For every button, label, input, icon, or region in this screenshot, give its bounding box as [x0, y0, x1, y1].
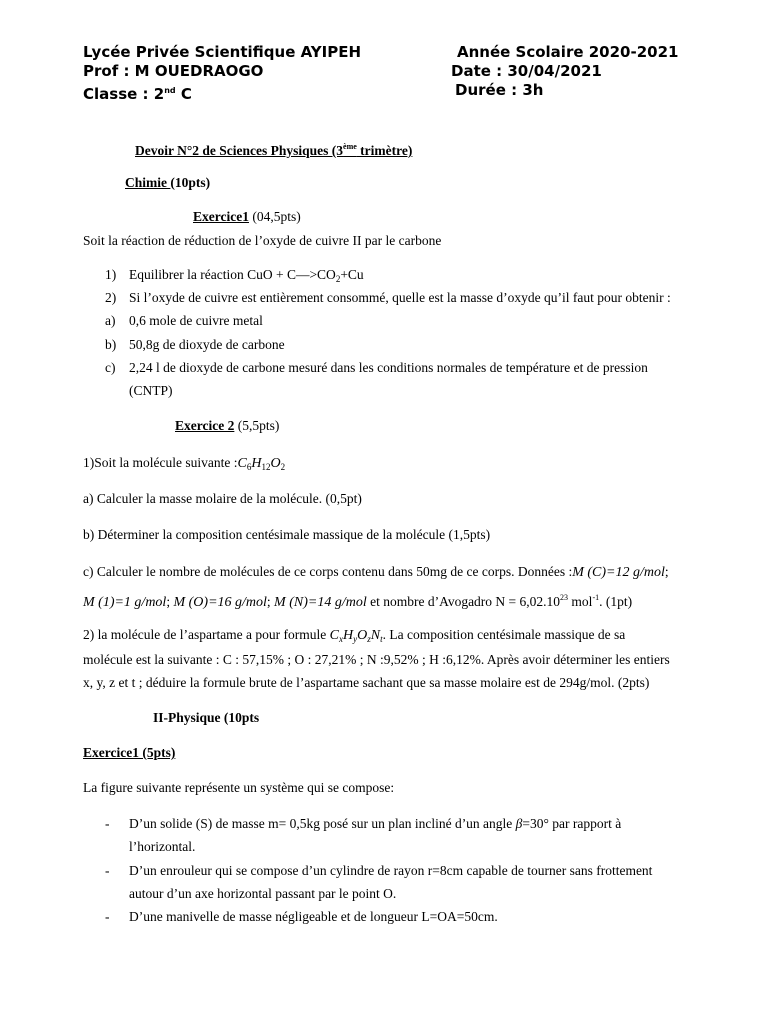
molar-mass-h: M (1)=1 g/mol [83, 595, 167, 610]
ex1-item-b-num: b) [105, 337, 117, 352]
sep-1: ; [664, 564, 669, 579]
ex1-item-c-text: 2,24 l de dioxyde de carbone mesuré dans les conditions normales de température et de pression [129, 360, 648, 375]
asp-x: x [339, 634, 343, 644]
ex2-qc-line2 [83, 589, 632, 612]
ex1-intro: Soit la réaction de réduction de l’oxyde de cuivre II par le carbone [83, 233, 442, 248]
avogadro-exp: 23 [560, 593, 569, 602]
asp-h: H [343, 628, 354, 643]
ex2-points: (5,5pts) [234, 418, 280, 433]
title-part2: trimètre) [356, 143, 413, 158]
ex1-label: Exercice1 [193, 209, 249, 224]
sep-3: ; [266, 594, 271, 609]
bullet-2-a: D’un enrouleur qui se compose d’un cylindre de rayon r=8cm capable de tourner sans frottement [129, 863, 653, 878]
mol-exp: -1 [592, 593, 600, 602]
ex2-qa: a) Calculer la masse molaire de la molécule. (0,5pt) [83, 491, 362, 506]
ex1-item-1-num: 1) [105, 267, 117, 282]
phys-intro: La figure suivante représente un système qui se compose: [83, 780, 395, 795]
ex1-heading [193, 208, 301, 226]
ex1-item-b-text: 50,8g de dioxyde de carbone [129, 337, 285, 352]
exam-title [135, 138, 412, 160]
bullet-3-a: D’une manivelle de masse négligeable et de longueur L=OA=50cm. [129, 909, 498, 924]
exam-date: Date : 30/04/2021 [451, 62, 602, 80]
school-name: Lycée Privée Scientifique AYIPEH [83, 43, 361, 61]
bullet-1-b: =30° par rapport à [522, 816, 622, 831]
ex1-item-1-text-a: Equilibrer la réaction CuO + C—>CO [129, 267, 336, 282]
ex2-label: Exercice 2 [175, 418, 235, 433]
ex1-item-c-num: c) [105, 360, 116, 375]
ex2-q2-line1 [83, 626, 625, 648]
beta-symbol: β [515, 816, 523, 831]
asp-z: z [367, 634, 371, 644]
asp-n: N [370, 628, 381, 643]
formula-c-sub: 6 [246, 462, 252, 472]
sep-2: ; [166, 594, 171, 609]
class-sup: nd [164, 86, 176, 95]
ex2-qc-text: c) Calculer le nombre de molécules de ce corps contenu dans 50mg de ce corps. Données : [83, 564, 573, 579]
chimie-points: (10pts) [170, 175, 211, 190]
ex2-qb: b) Déterminer la composition centésimale massique de la molécule (1,5pts) [83, 527, 491, 542]
molecule-formula [237, 456, 285, 471]
chimie-label: Chimie [125, 175, 171, 190]
ex2-q2-text-a: 2) la molécule de l’aspartame a pour formule [83, 627, 330, 642]
formula-o-sub: 2 [280, 462, 286, 472]
ex1-item-2-num: 2) [105, 290, 117, 305]
phys-bullet-1-text [129, 815, 621, 833]
ex2-q1-text: 1)Soit la molécule suivante : [83, 455, 238, 470]
aspartame-formula [330, 628, 383, 643]
phys-ex1-heading: Exercice1 (5pts) [83, 745, 176, 760]
molar-mass-c: M (C)=12 g/mol [572, 565, 665, 580]
ex2-qc-end: . (1pt) [599, 594, 633, 609]
chimie-heading [125, 174, 210, 192]
asp-t: t [380, 634, 383, 644]
formula-h: H [251, 456, 262, 471]
avogadro-text: et nombre d’Avogadro N = 6,02.10 [366, 594, 561, 609]
ex1-item-a-num: a) [105, 313, 116, 328]
teacher-name: Prof : M OUEDRAOGO [83, 62, 264, 80]
ex2-q1 [83, 454, 285, 476]
school-year: Année Scolaire 2020-2021 [457, 43, 679, 61]
bullet-dash-3: - [105, 909, 110, 924]
title-part1: Devoir N°2 de Sciences Physiques (3 [135, 143, 344, 158]
exam-duration: Durée : 3h [455, 81, 544, 99]
formula-c: C [237, 456, 247, 471]
bullet-dash-1: - [105, 816, 110, 831]
bullet-1-a: D’un solide (S) de masse m= 0,5kg posé sur un plan incliné d’un angle [129, 816, 516, 831]
class-prefix: Classe : 2 [83, 85, 165, 103]
formula-o: O [270, 456, 281, 471]
formula-h-sub: 12 [261, 462, 271, 472]
mol-unit: mol [568, 594, 593, 609]
ex2-q2-text-b: . La composition centésimale massique de sa [382, 627, 626, 642]
class-label [83, 81, 192, 104]
ex2-qc-line1 [83, 563, 669, 582]
ex1-points: (04,5pts) [248, 209, 301, 224]
title-sup: ème [343, 142, 357, 151]
asp-c: C [329, 628, 339, 643]
ex1-item-1-text [129, 266, 364, 288]
ex2-q2-line2: molécule est la suivante : C : 57,15% ; O : 27,21% ; N :9,52% ; H :6,12%. Après avoir déterminer les entiers [83, 652, 670, 667]
molar-mass-n: M (N)=14 g/mol [274, 595, 367, 610]
physique-heading: II-Physique (10pts [153, 710, 260, 725]
asp-o: O [357, 628, 368, 643]
ex1-item-1-text-b: +Cu [340, 267, 364, 282]
bullet-2-cont: autour d’un axe horizontal passant par le point O. [129, 886, 397, 901]
ex1-item-1-sub: 2 [335, 274, 341, 284]
molar-mass-o: M (O)=16 g/mol [173, 595, 267, 610]
bullet-dash-2: - [105, 863, 110, 878]
bullet-1-cont: l’horizontal. [129, 839, 196, 854]
ex2-q2-line3: x, y, z et t ; déduire la formule brute de l’aspartame sachant que sa masse molaire est de 294g/mol. (2pts) [83, 675, 650, 690]
ex1-item-2-text: Si l’oxyde de cuivre est entièrement consommé, quelle est la masse d’oxyde qu’il faut pour obtenir : [129, 290, 671, 305]
asp-y: y [353, 634, 358, 644]
ex2-heading [175, 417, 279, 435]
ex1-item-a-text: 0,6 mole de cuivre metal [129, 313, 263, 328]
ex1-item-c-cont-text: (CNTP) [129, 383, 173, 398]
class-suffix: C [175, 85, 192, 103]
